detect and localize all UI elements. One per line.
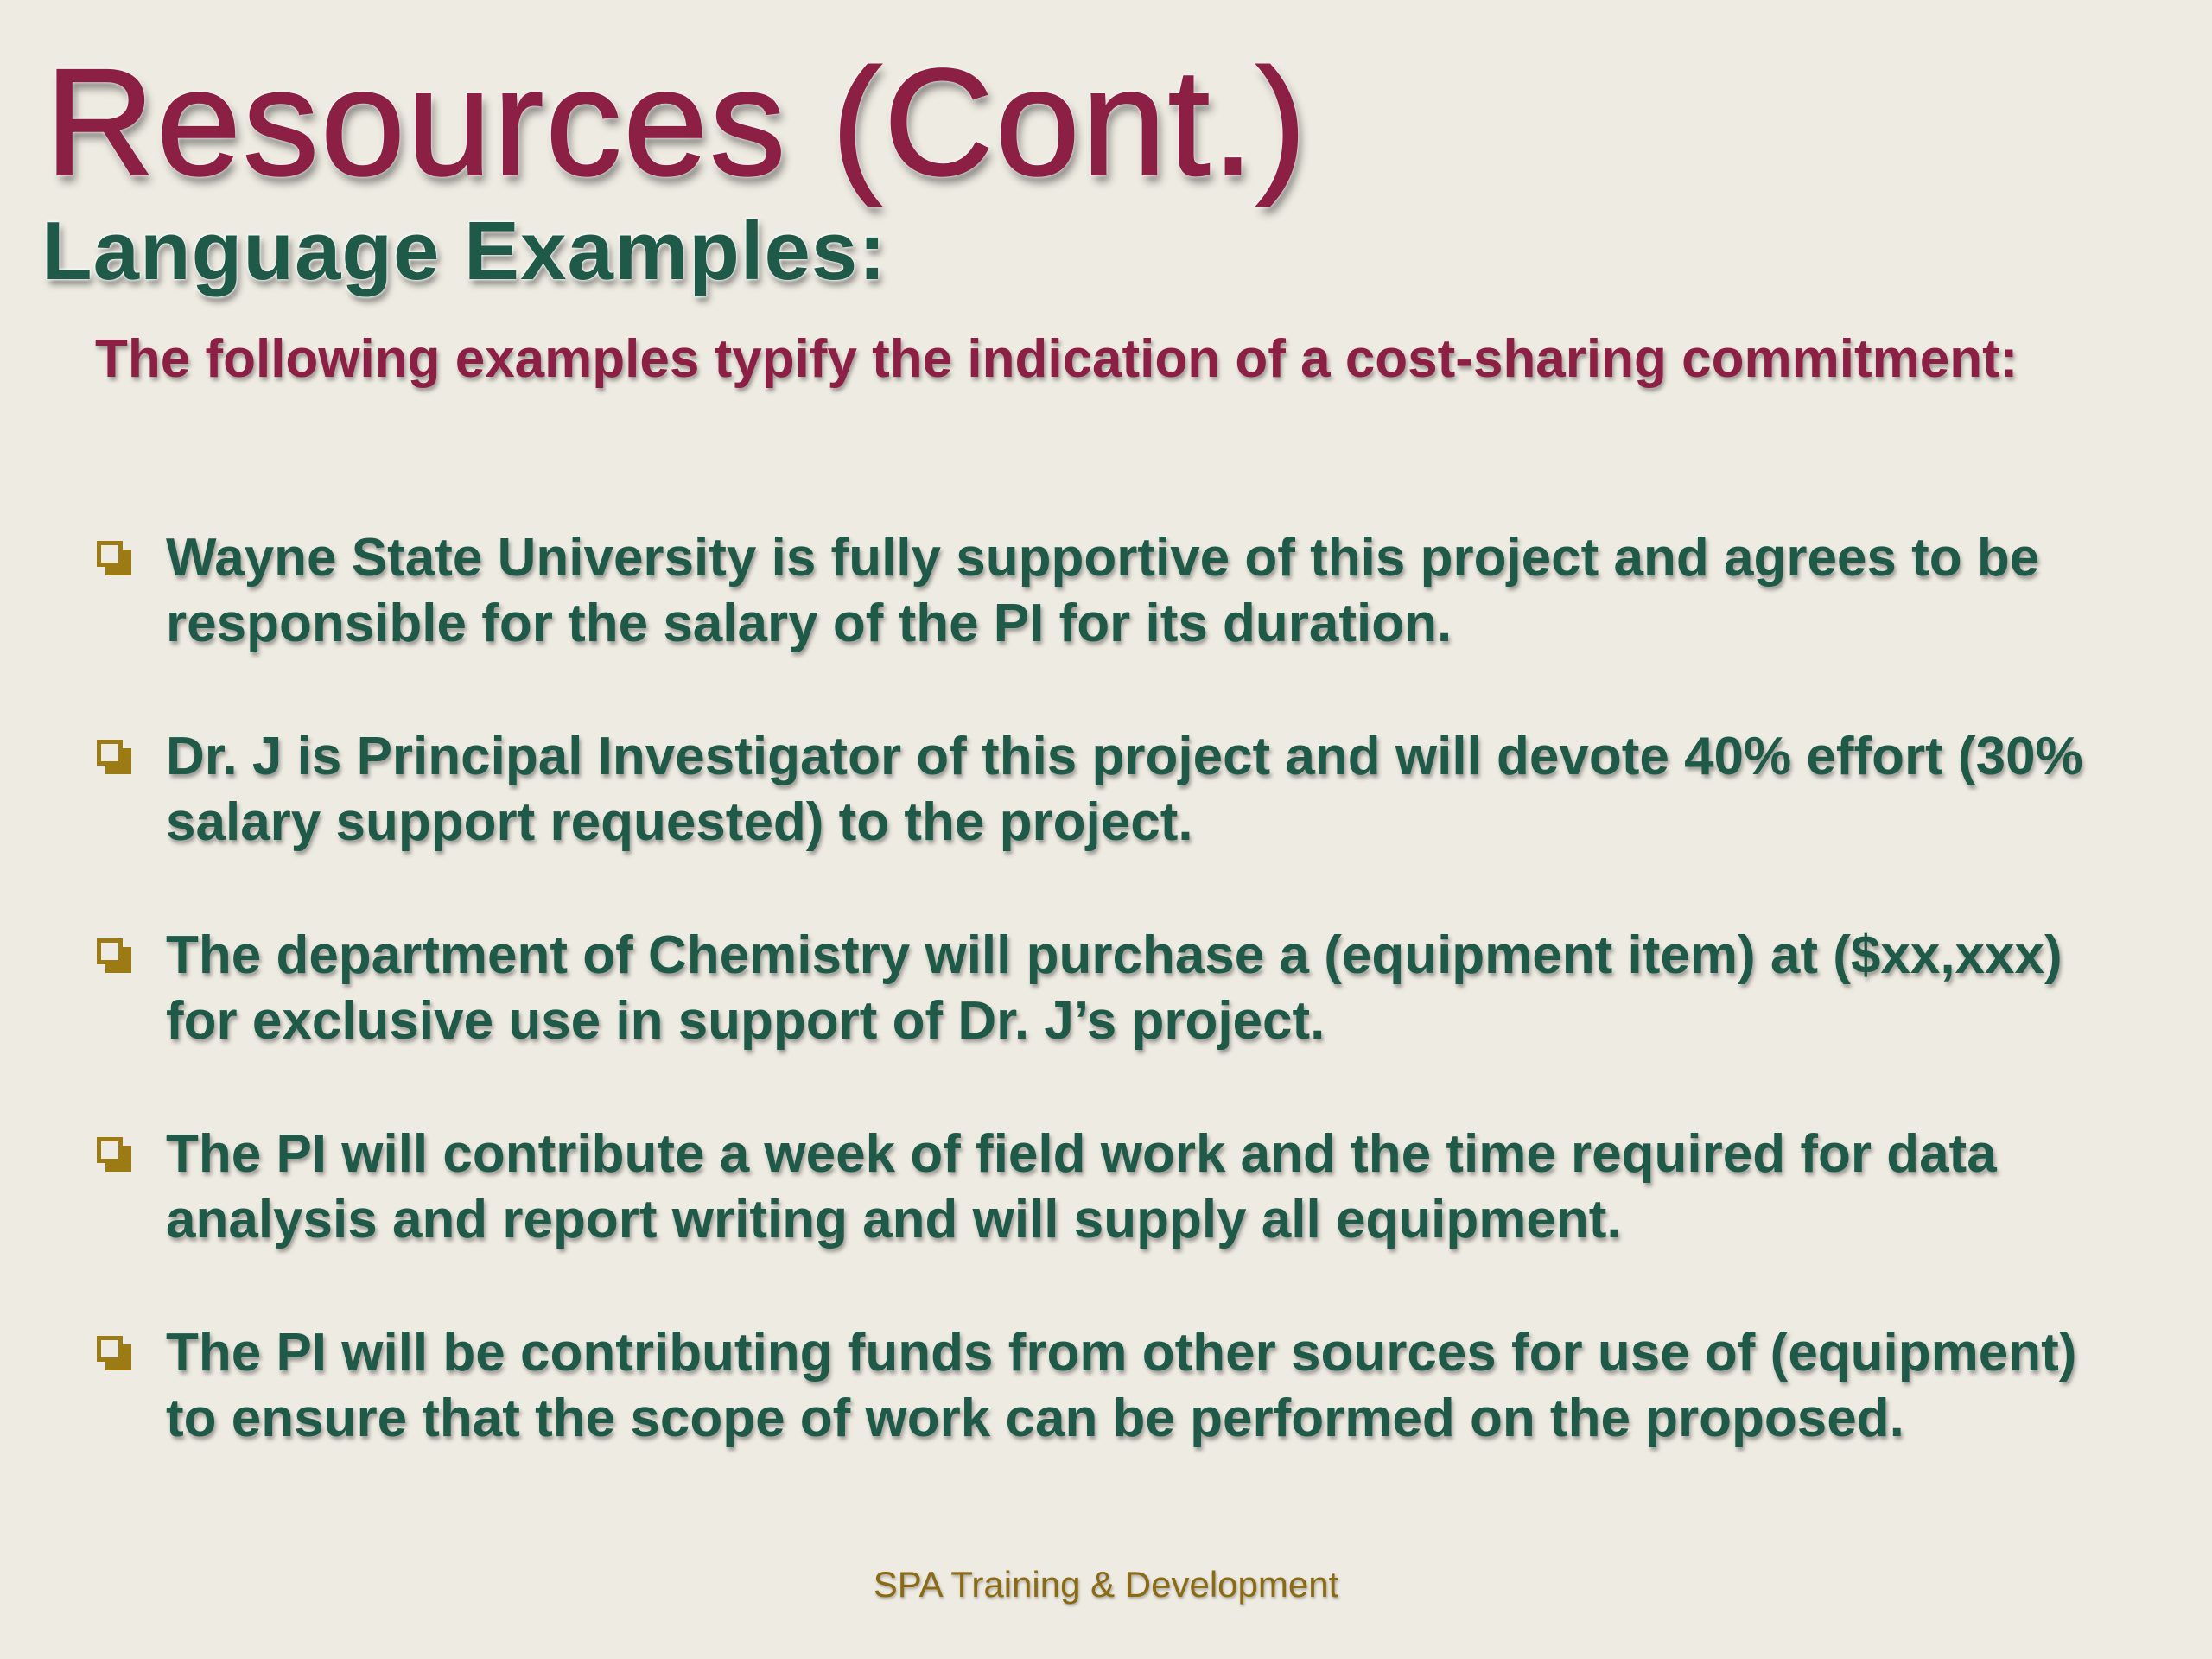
- bullet-text: The department of Chemistry will purchase a (equipment item) at ($xx,xxx) for exclusive use in support of Dr. J’s project.: [166, 925, 2063, 1051]
- bullet-text: Dr. J is Principal Investigator of this project and will devote 40% effort (30% salary support requested) to the project.: [166, 727, 2083, 852]
- bullet-item: [95, 923, 2108, 1054]
- bullet-text: The PI will be contributing funds from other sources for use of (equipment) to ensure that the scope of work can be performed on the proposed.: [166, 1323, 2077, 1448]
- slide-title: Resources (Cont.): [45, 38, 1309, 207]
- bullet-item: [95, 724, 2108, 855]
- slide-subtitle: Language Examples:: [41, 205, 887, 297]
- checkbox-bullet-icon: [97, 1336, 133, 1372]
- checkbox-bullet-icon: [97, 1137, 133, 1173]
- bullet-text: Wayne State University is fully supportive of this project and agrees to be responsible for the salary of the PI for its duration.: [166, 528, 2040, 653]
- checkbox-bullet-icon: [97, 938, 133, 975]
- bullet-list: [95, 525, 2108, 1519]
- bullet-item: [95, 1122, 2108, 1253]
- bullet-text: The PI will contribute a week of field work and the time required for data analysis and report writing and will supply all equipment.: [166, 1124, 1997, 1249]
- checkbox-bullet-icon: [97, 541, 133, 577]
- footer-text: SPA Training & Development: [873, 1564, 1339, 1605]
- bullet-item: [95, 1320, 2108, 1452]
- bullet-item: [95, 525, 2108, 657]
- checkbox-bullet-icon: [97, 740, 133, 776]
- intro-text: The following examples typify the indication of a cost-sharing commitment:: [95, 329, 2018, 389]
